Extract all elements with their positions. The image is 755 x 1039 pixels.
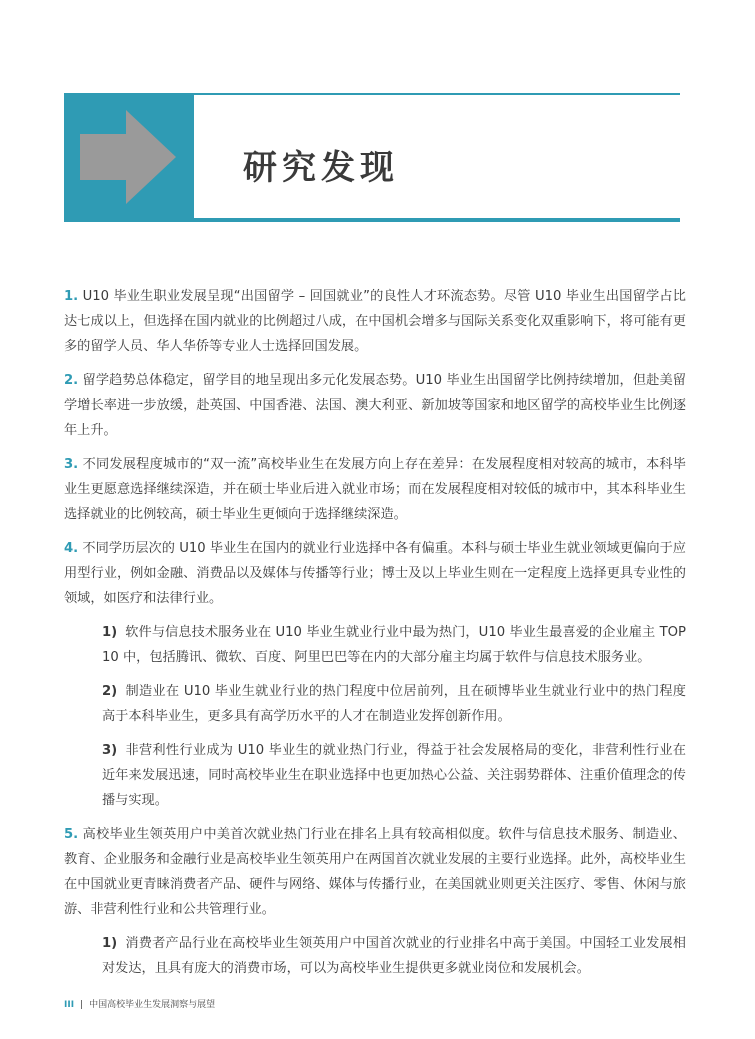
finding-5-sub-1 (102, 931, 686, 981)
sub-finding-text: 消费者产品行业在高校毕业生领英用户中国首次就业的行业排名中高于美国。中国轻工业发展相对发达，且具有庞大的消费市场，可以为高校毕业生提供更多就业岗位和发展机会。 (102, 936, 686, 976)
finding-4-sub-2 (102, 679, 686, 729)
arrow-right-icon (80, 110, 180, 204)
findings-list (64, 284, 686, 990)
finding-4 (64, 536, 686, 611)
sub-finding-number: 2) (102, 684, 118, 699)
sub-finding-text: 软件与信息技术服务业在 U10 毕业生就业行业中最为热门，U10 毕业生最喜爱的企业雇主 TOP 10 中，包括腾讯、微软、百度、阿里巴巴等在内的大部分雇主均属于软件与信息技术服务业。 (102, 625, 686, 665)
sub-finding-number: 3) (102, 743, 118, 758)
sub-finding-number: 1) (102, 625, 118, 640)
finding-text: 高校毕业生领英用户中美首次就业热门行业在排名上具有较高相似度。软件与信息技术服务、制造业、教育、企业服务和金融行业是高校毕业生领英用户在两国首次就业发展的主要行业选择。此外，高校毕业生在中国就业更青睐消费者产品、硬件与网络、媒体与传播行业，在美国就业则更关注医疗、零售、休闲与旅游、非营利性行业和公共管理行业。 (64, 827, 686, 917)
footer-title: 中国高校毕业生发展洞察与展望 (89, 1000, 216, 1010)
finding-text: 不同发展程度城市的“双一流”高校毕业生在发展方向上存在差异：在发展程度相对较高的城市，本科毕业生更愿意选择继续深造，并在硕士毕业后进入就业市场；而在发展程度相对较低的城市中，其本科毕业生选择就业的比例较高，硕士毕业生更倾向于选择继续深造。 (64, 457, 686, 522)
finding-1 (64, 284, 686, 359)
page-title: 研究发现 (243, 148, 399, 188)
finding-number: 5. (64, 827, 79, 842)
finding-text: 留学趋势总体稳定，留学目的地呈现出多元化发展态势。U10 毕业生出国留学比例持续增加，但赴美留学增长率进一步放缓，赴英国、中国香港、法国、澳大利亚、新加坡等国家和地区留学的高校毕业生比例逐年上升。 (64, 373, 686, 438)
finding-2 (64, 368, 686, 443)
finding-number: 3. (64, 457, 79, 472)
sub-finding-text: 非营利性行业成为 U10 毕业生的就业热门行业，得益于社会发展格局的变化，非营利性行业在近年来发展迅速，同时高校毕业生在职业选择中也更加热心公益、关注弱势群体、注重价值理念的传播与实现。 (102, 743, 686, 808)
finding-5 (64, 822, 686, 922)
finding-4-sub-3 (102, 738, 686, 813)
finding-number: 1. (64, 289, 79, 304)
finding-4-sub-1 (102, 620, 686, 670)
finding-text: U10 毕业生职业发展呈现“出国留学 – 回国就业”的良性人才环流态势。尽管 U10 毕业生出国留学占比达七成以上，但选择在国内就业的比例超过八成，在中国机会增多与国际关系变化双重影响下，将可能有更多的留学人员、华人华侨等专业人士选择回国发展。 (64, 289, 686, 354)
page-number: III (64, 1000, 75, 1010)
footer-separator: | (80, 1000, 84, 1010)
banner-bottom-rule (64, 218, 680, 222)
sub-finding-text: 制造业在 U10 毕业生就业行业的热门程度中位居前列，且在硕博毕业生就业行业中的热门程度高于本科毕业生，更多具有高学历水平的人才在制造业发挥创新作用。 (102, 684, 686, 724)
sub-finding-number: 1) (102, 936, 118, 951)
finding-number: 4. (64, 541, 79, 556)
finding-3 (64, 452, 686, 527)
finding-text: 不同学历层次的 U10 毕业生在国内的就业行业选择中各有偏重。本科与硕士毕业生就业领域更偏向于应用型行业，例如金融、消费品以及媒体与传播等行业；博士及以上毕业生则在一定程度上选择更具专业性的领域，如医疗和法律行业。 (64, 541, 686, 606)
finding-number: 2. (64, 373, 79, 388)
page-footer (64, 997, 215, 1010)
